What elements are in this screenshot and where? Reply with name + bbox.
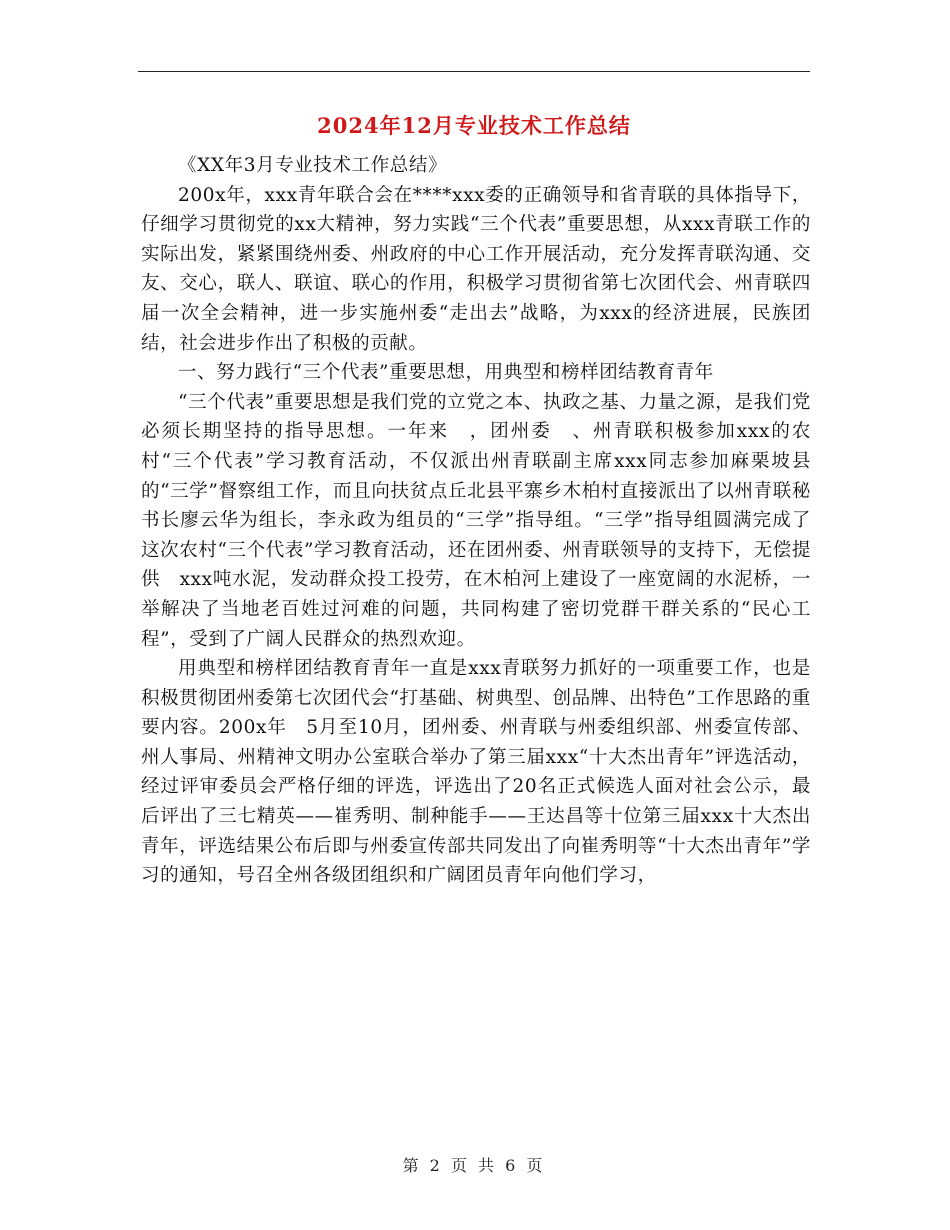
document-body [141, 151, 811, 891]
section-heading: 一、努力践行“三个代表”重要思想，用典型和榜样团结教育青年 [178, 362, 714, 384]
body-paragraph: 用典型和榜样团结教育青年一直是xxx青联努力抓好的一项重要工作，也是积极贯彻团州委第七次团代会“打基础、树典型、创品牌、出特色”工作思路的重要内容。200x年 5月至10月，团州委、州青联与州委组织部、州委宣传部、州人事局、州精神文明办公室联合举办了第三届xxx“十大杰出青年”评选活动，经过评审委员会严格仔细的评选，评选出了20名正式候选人面对社会公示，最后评出了三七精英——崔秀明、制种能手——王达昌等十位第三届xxx十大杰出青年，评选结果公布后即与州委宣传部共同发出了向崔秀明等“十大杰出青年”学习的通知，号召全州各级团组织和广阔团员青年向他们学习， [141, 658, 811, 887]
page-number-footer: 第 2 页 共 6 页 [402, 1156, 546, 1175]
body-paragraph: 200x年，xxx青年联合会在****xxx委的正确领导和省青联的具体指导下，仔细学习贯彻党的xx大精神，努力实践“三个代表”重要思想，从xxx青联工作的实际出发，紧紧围绕州委、州政府的中心工作开展活动，充分发挥青联沟通、交友、交心，联人、联谊、联心的作用，积极学习贯彻省第七次团代会、州青联四届一次全会精神，进一步实施州委“走出去”战略，为xxx的经济进展，民族团结，社会进步作出了积极的贡献。 [141, 184, 811, 354]
header-rule [138, 71, 810, 72]
document-title: 2024年12月专业技术工作总结 [317, 113, 631, 138]
subtitle-paragraph: 《XX年3月专业技术工作总结》 [178, 155, 448, 176]
body-paragraph: “三个代表”重要思想是我们党的立党之本、执政之基、力量之源，是我们党必须长期坚持的指导思想。一年来 ，团州委 、州青联积极参加xxx的农村“三个代表”学习教育活动，不仅派出州青联副主席xxx同志参加麻栗坡县的“三学”督察组工作，而且向扶贫点丘北县平寨乡木柏村直接派出了以州青联秘书长廖云华为组长，李永政为组员的“三学”指导组。“三学”指导组圆满完成了这次农村“三个代表”学习教育活动，还在团州委、州青联领导的支持下，无偿提供 xxx吨水泥，发动群众投工投劳，在木柏河上建设了一座宽阔的水泥桥，一举解决了当地老百姓过河难的问题，共同构建了密切党群干群关系的“民心工程”，受到了广阔人民群众的热烈欢迎。 [141, 391, 811, 650]
